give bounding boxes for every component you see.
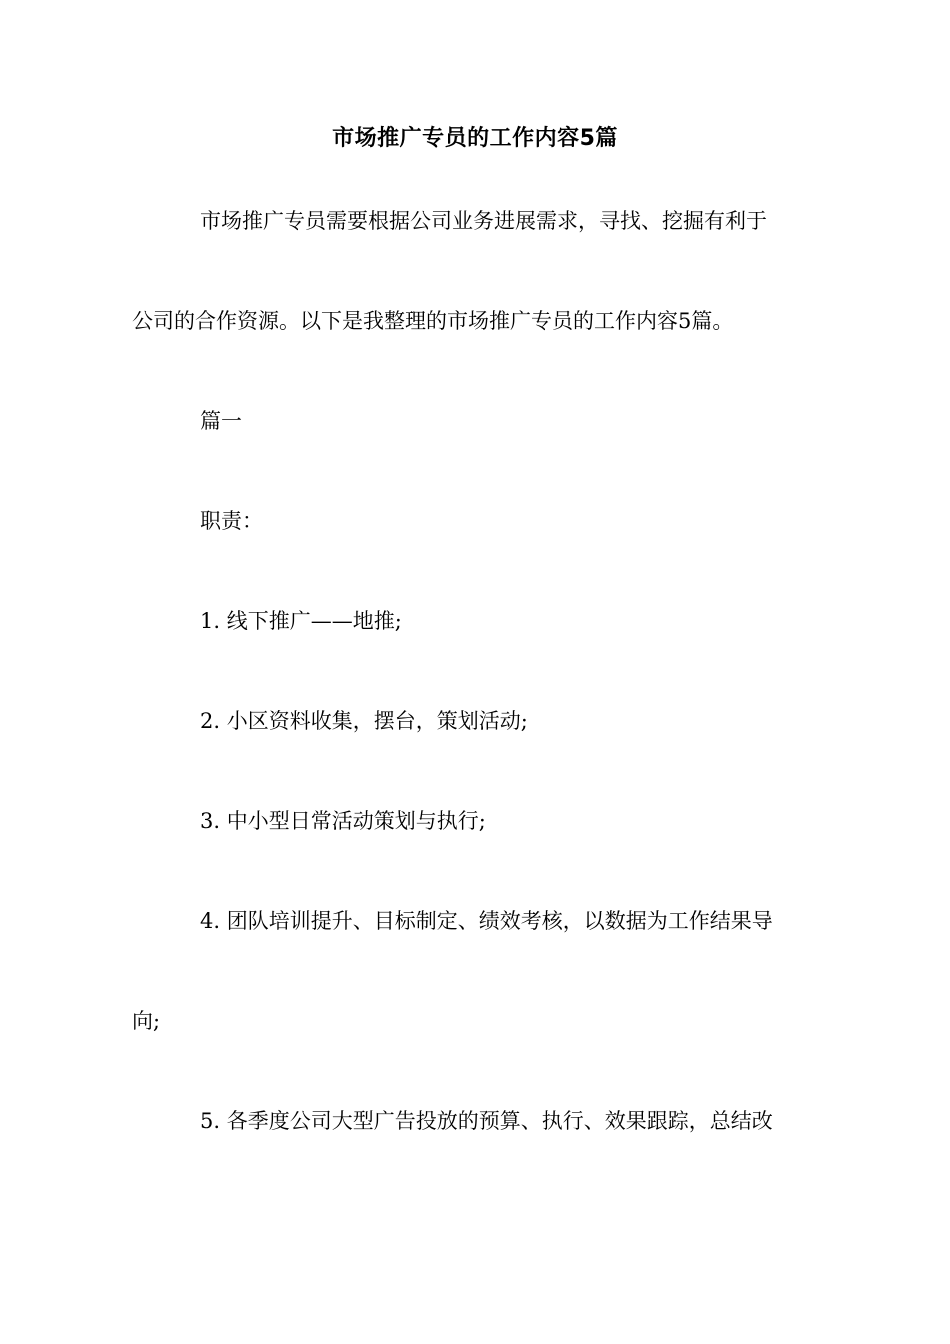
- section-heading: 篇一: [200, 409, 242, 433]
- list-item: 5. 各季度公司大型广告投放的预算、执行、效果跟踪，总结改: [200, 1109, 773, 1133]
- list-item: 3. 中小型日常活动策划与执行;: [200, 809, 486, 833]
- list-item: 2. 小区资料收集，摆台，策划活动;: [200, 709, 528, 733]
- document-title: 市场推广专员的工作内容5篇: [332, 126, 618, 151]
- intro-paragraph-line-2: 公司的合作资源。以下是我整理的市场推广专员的工作内容5篇。: [132, 309, 734, 333]
- duties-label: 职责：: [200, 509, 263, 533]
- list-item: 4. 团队培训提升、目标制定、绩效考核，以数据为工作结果导: [200, 909, 773, 933]
- list-item: 1. 线下推广——地推;: [200, 609, 402, 633]
- list-item-continuation: 向;: [132, 1009, 161, 1033]
- intro-paragraph-line-1: 市场推广专员需要根据公司业务进展需求，寻找、挖掘有利于: [200, 209, 767, 233]
